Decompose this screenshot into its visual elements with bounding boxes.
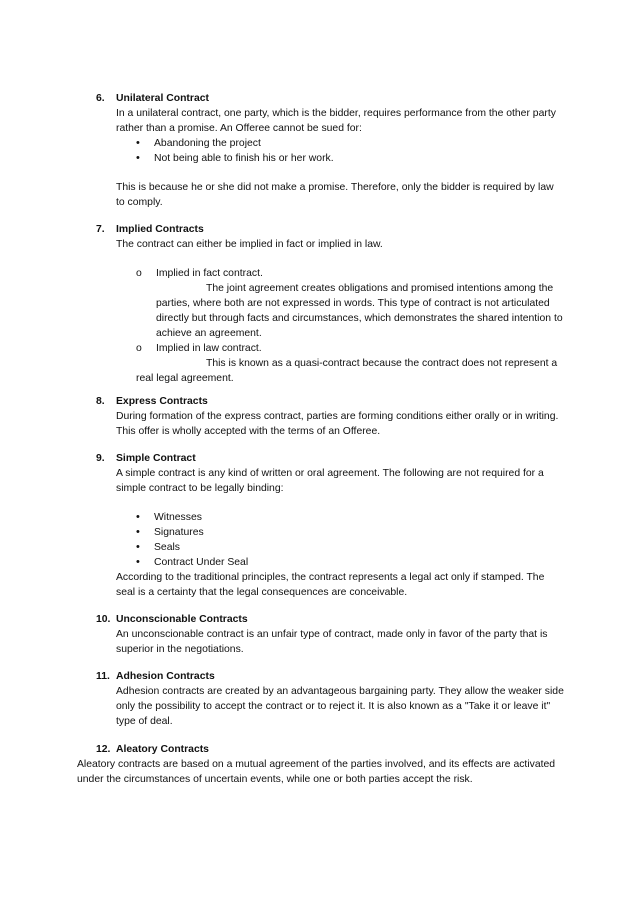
bullet-item: • Seals [116,540,564,555]
paragraph: According to the traditional principles, the contract represents a legal act only if stamped. The seal is a certainty that the legal consequences are conceivable. [116,572,545,598]
paragraph: This is because he or she did not make a promise. Therefore, only the bidder is required by law to comply. [116,182,554,208]
section-heading [96,742,564,757]
section-heading [96,612,564,627]
bullet-item: • Not being able to finish his or her work. [116,151,564,166]
circle-bullet-icon: o [136,343,142,354]
circle-bullet-icon: o [136,268,142,279]
section-heading [96,91,564,106]
paragraph: An unconscionable contract is an unfair type of contract, made only in favor of the party that is superior in the negotiations. [116,629,548,655]
section-heading [96,451,564,466]
sub-item-implied-in-fact [116,266,564,341]
section-number: 8. [96,396,105,407]
sub-item-text-rest: parties, where both are not expressed in words. This type of contract is not articulated directly but through facts and circumstances, which demonstrates the shared intention to achieve an agreement. [156,298,563,339]
sub-item-title: Implied in law contract. [156,343,262,354]
paragraph: During formation of the express contract, parties are forming conditions either orally or in writing. This offer is wholly accepted with the terms of an Offeree. [116,411,559,437]
sub-item-text-first: This is known as a quasi-contract because the contract does not represent a [206,358,558,369]
paragraph: The contract can either be implied in fact or implied in law. [116,239,383,250]
bullet-item: • Abandoning the project [116,136,564,151]
bullet-item: • Witnesses [116,510,564,525]
section-unconscionable-contracts [96,612,564,657]
section-title: Simple Contract [116,453,196,464]
section-aleatory-contracts-body [77,757,567,787]
sub-item-text-rest: real legal agreement. [136,373,234,384]
sub-item-title: Implied in fact contract. [156,268,263,279]
section-title: Unilateral Contract [116,93,209,104]
section-number: 12. [96,744,111,755]
section-simple-contract [96,451,564,600]
sub-item-implied-in-law [116,341,564,386]
section-number: 11. [96,671,110,682]
bullet-item: • Contract Under Seal [116,555,564,570]
section-number: 10. [96,614,111,625]
section-title: Adhesion Contracts [116,671,215,682]
paragraph: A simple contract is any kind of written or oral agreement. The following are not required for a simple contract to be legally binding: [116,468,544,494]
section-title: Implied Contracts [116,224,204,235]
section-implied-contracts [96,222,564,386]
section-heading [96,222,564,237]
section-heading [96,669,564,684]
paragraph: Adhesion contracts are created by an advantageous bargaining party. They allow the weaker side only the possibility to accept the contract or to reject it. It is also known as a "Take it or leave it" type of deal. [116,686,564,727]
section-unilateral-contract [96,91,564,210]
section-express-contracts [96,394,564,439]
section-adhesion-contracts [96,669,564,729]
paragraph: Aleatory contracts are based on a mutual agreement of the parties involved, and its effects are activated under the circumstances of uncertain events, while one or both parties accept the risk. [77,759,556,785]
section-title: Aleatory Contracts [116,744,209,755]
bullet-list [116,510,564,570]
bullet-list [116,136,564,166]
section-title: Express Contracts [116,396,208,407]
sub-item-text-first: The joint agreement creates obligations and promised intentions among the [206,283,554,294]
section-title: Unconscionable Contracts [116,614,248,625]
section-aleatory-contracts-heading [96,742,564,757]
section-number: 6. [96,93,105,104]
section-number: 7. [96,224,105,235]
bullet-item: • Signatures [116,525,564,540]
section-heading [96,394,564,409]
section-number: 9. [96,453,105,464]
paragraph: In a unilateral contract, one party, which is the bidder, requires performance from the other party rather than a promise. An Offeree cannot be sued for: [116,108,556,134]
